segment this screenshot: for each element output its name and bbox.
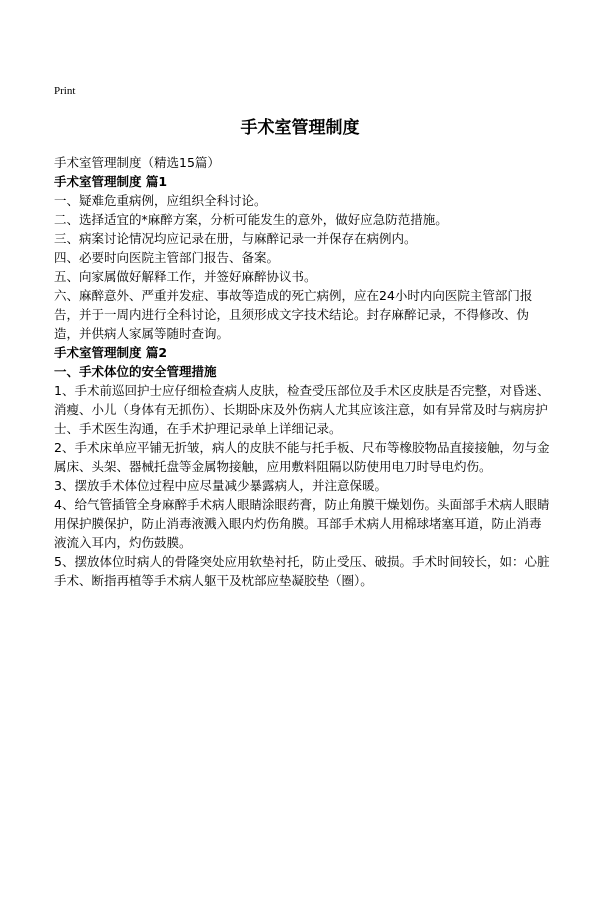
print-label: Print (54, 85, 76, 97)
section-2-subheading: 一、手术体位的安全管理措施 (54, 364, 217, 379)
document-subtitle: 手术室管理制度（精选15篇） (54, 155, 220, 170)
section-1-item-5: 五、向家属做好解释工作，并签好麻醉协议书。 (54, 269, 317, 284)
section-1-item-3: 三、病案讨论情况均应记录在册，与麻醉记录一并保存在病例内。 (54, 231, 417, 246)
section-2-heading: 手术室管理制度 篇2 (54, 345, 168, 360)
section-1-item-4: 四、必要时向医院主管部门报告、备案。 (54, 250, 280, 265)
section-2-item-3: 3、摆放手术体位过程中应尽量减少暴露病人，并注意保暖。 (54, 478, 387, 493)
page-title: 手术室管理制度 (240, 118, 360, 138)
section-2-item-1: 1、手术前巡回护士应仔细检查病人皮肤，检查受压部位及手术区皮肤是否完整，对昏迷、消瘦、小儿（身体有无抓伤）、长期卧床及外伤病人尤其应该注意，如有异常及时与病房护士、手术医生沟通，在手术护理记录单上详细记录。 (54, 383, 550, 436)
section-1-item-2: 二、选择适宜的*麻醉方案，分析可能发生的意外，做好应急防范措施。 (54, 212, 448, 227)
section-1-item-1: 一、疑难危重病例，应组织全科讨论。 (54, 193, 267, 208)
section-2-item-4: 4、给气管插管全身麻醉手术病人眼睛涂眼药膏，防止角膜干燥划伤。头面部手术病人眼睛用保护膜保护，防止消毒液溅入眼内灼伤角膜。耳部手术病人用棉球堵塞耳道，防止消毒液流入耳内，灼伤鼓膜。 (54, 497, 550, 550)
section-1-item-6: 六、麻醉意外、严重并发症、事故等造成的死亡病例，应在24小时内向医院主管部门报告，并于一周内进行全科讨论，且须形成文字技术结论。封存麻醉记录，不得修改、伪造，并供病人家属等随时查询。 (54, 288, 533, 341)
section-2-item-2: 2、手术床单应平铺无折皱，病人的皮肤不能与托手板、尺布等橡胶物品直接接触，勿与金属床、头架、器械托盘等金属物接触，应用敷料阻隔以防使用电刀时导电灼伤。 (54, 440, 550, 474)
document-body (54, 153, 550, 590)
section-2-item-5: 5、摆放体位时病人的骨隆突处应用软垫衬托，防止受压、破损。手术时间较长，如：心脏手术、断指再植等手术病人躯干及枕部应垫凝胶垫（圈）。 (54, 554, 550, 588)
section-1-heading: 手术室管理制度 篇1 (54, 174, 168, 189)
